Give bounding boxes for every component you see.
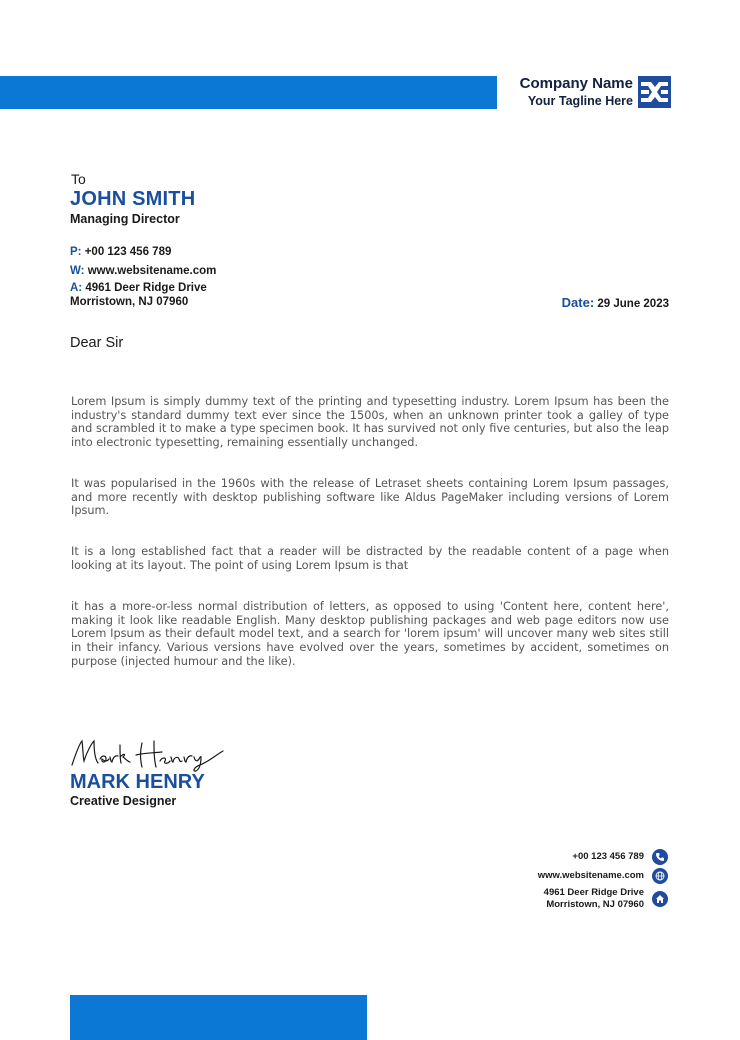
body-paragraph-1: Lorem Ipsum is simply dummy text of the printing and typesetting industry. Lorem Ipsum has been the industry's standard dummy text ever since the 1500s, when an unknown printer took a galley of type and scrambled it to make a type specimen book. It has survived not only five centuries, but also the leap into electronic typesetting, remaining essentially unchanged. [71, 395, 669, 450]
address-line1-value: 4961 Deer Ridge Drive [85, 282, 207, 294]
address-label: A: [70, 282, 83, 294]
globe-icon [652, 868, 668, 884]
footer-address [544, 887, 644, 910]
handwritten-signature [68, 735, 228, 775]
header-accent-bar [0, 76, 497, 109]
to-label: To [71, 171, 86, 187]
company-logo-icon [638, 76, 671, 108]
date-value: 29 June 2023 [597, 298, 669, 310]
recipient-name: JOHN SMITH [70, 188, 196, 210]
company-logo-svg [638, 76, 671, 108]
footer-address-line2: Morristown, NJ 07960 [546, 898, 644, 910]
phone-value: +00 123 456 789 [84, 246, 172, 258]
recipient-phone [70, 246, 171, 258]
footer-website[interactable]: www.websitename.com [537, 870, 644, 882]
body-paragraph-3: It is a long established fact that a reader will be distracted by the readable content of a page when looking at its layout. The point of using Lorem Ipsum is that [71, 545, 669, 572]
recipient-address-line1 [70, 282, 207, 294]
company-name: Company Name [519, 75, 633, 92]
company-block [505, 75, 633, 110]
recipient-title: Managing Director [70, 212, 180, 226]
website-value[interactable]: www.websitename.com [87, 265, 217, 277]
recipient-website [70, 265, 216, 277]
date-label: Date: [561, 295, 595, 310]
phone-label: P: [70, 246, 82, 258]
signer-title: Creative Designer [70, 794, 177, 808]
home-icon [652, 891, 668, 907]
website-label: W: [70, 265, 85, 277]
footer-phone-row [572, 849, 668, 865]
footer-address-row [544, 887, 668, 910]
footer-website-row [538, 868, 668, 884]
footer-phone: +00 123 456 789 [572, 851, 644, 863]
company-tagline: Your Tagline Here [527, 94, 633, 108]
body-paragraph-4: it has a more-or-less normal distribution of letters, as opposed to using 'Content here, content here', making it look like readable English. Many desktop publishing packages and web page editors now use Lorem Ipsum as their default model text, and a search for 'lorem ipsum' will uncover many web sites still in their infancy. Various versions have evolved over the years, sometimes by accident, sometimes on purpose (injected humour and the like). [71, 600, 669, 668]
phone-icon [652, 849, 668, 865]
body-paragraph-2: It was popularised in the 1960s with the release of Letraset sheets containing Lorem Ipsum passages, and more recently with desktop publishing software like Aldus PageMaker including versions of Lorem Ipsum. [71, 477, 669, 518]
salutation: Dear Sir [70, 335, 124, 351]
letter-date [562, 295, 669, 310]
recipient-address-line2: Morristown, NJ 07960 [70, 296, 189, 308]
footer-address-line1: 4961 Deer Ridge Drive [543, 887, 644, 898]
signer-name: MARK HENRY [70, 771, 205, 793]
footer-accent-bar [70, 995, 367, 1040]
